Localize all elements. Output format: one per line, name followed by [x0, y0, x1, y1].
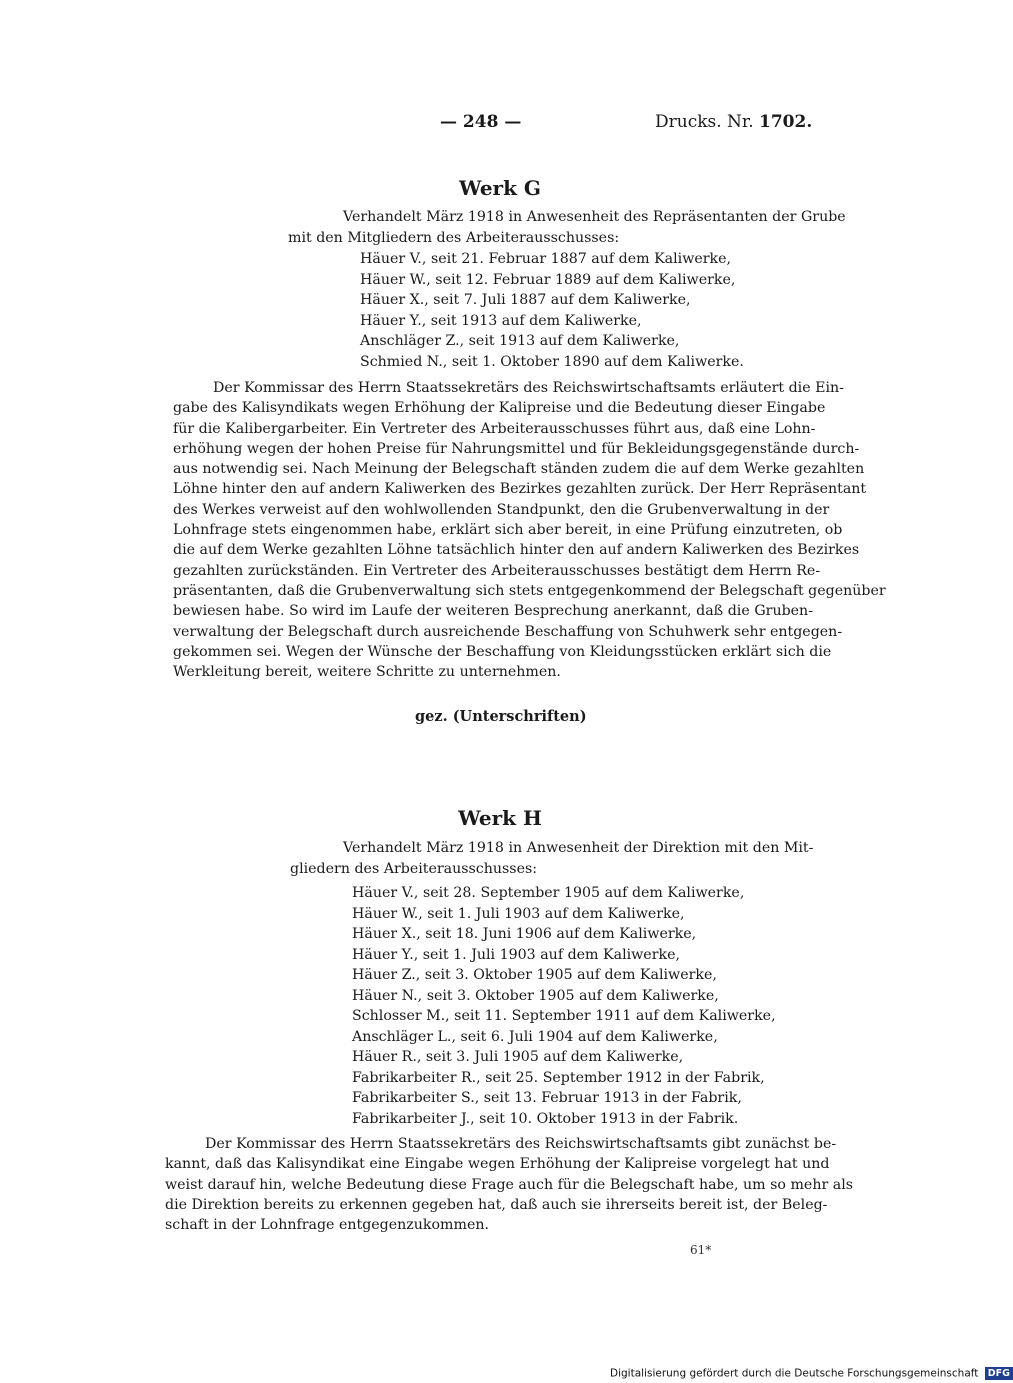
print-reference: [655, 112, 812, 132]
paragraph-line: Lohnfrage stets eingenommen habe, erklärt sich aber bereit, in eine Prüfung einzutreten, ob: [173, 522, 843, 539]
list-item: Häuer W., seit 12. Februar 1889 auf dem Kaliwerke,: [360, 271, 736, 288]
paragraph-line: aus notwendig sei. Nach Meinung der Belegschaft ständen zudem die auf dem Werke gezahlten: [173, 461, 865, 478]
section-title-werk-g: Werk G: [459, 176, 541, 200]
list-item: Schmied N., seit 1. Oktober 1890 auf dem Kaliwerke.: [360, 353, 744, 370]
paragraph-line: gabe des Kalisyndikats wegen Erhöhung der Kalipreise und die Bedeutung dieser Eingabe: [173, 400, 826, 417]
paragraph-line: schaft in der Lohnfrage entgegenzukommen.: [165, 1217, 489, 1234]
print-label: Drucks. Nr.: [655, 112, 754, 132]
paragraph-line: Werkleitung bereit, weitere Schritte zu unternehmen.: [173, 664, 561, 681]
paragraph-line: gezahlten zurückständen. Ein Vertreter des Arbeiterausschusses bestätigt dem Herrn Re-: [173, 562, 821, 579]
werk-h-paragraph: [165, 1134, 854, 1235]
paragraph-line: des Werkes verweist auf den wohlwollenden Standpunkt, den die Grubenverwaltung in der: [173, 501, 830, 518]
paragraph-line: verwaltung der Belegschaft durch ausreichende Beschaffung von Schuhwerk sehr entgegen-: [173, 623, 843, 640]
paragraph-line: für die Kalibergarbeiter. Ein Vertreter des Arbeiterausschusses führt aus, daß eine Lohn-: [173, 420, 816, 437]
werk-g-member-list: [360, 249, 744, 372]
paragraph-line: die auf dem Werke gezahlten Löhne tatsächlich hinter den auf andern Kaliwerken des Bezirkes: [173, 542, 860, 559]
werk-h-intro-line-1: Verhandelt März 1918 in Anwesenheit der Direktion mit den Mit-: [343, 840, 814, 856]
print-number: 1702.: [759, 112, 813, 132]
paragraph-line: erhöhung wegen der hohen Preise für Nahrungsmittel und für Bekleidungsgegenstände durch-: [173, 440, 860, 457]
paragraph-line: bewiesen habe. So wird im Laufe der weiteren Besprechung anerkannt, daß die Gruben-: [173, 603, 813, 620]
werk-g-intro-line-2: mit den Mitgliedern des Arbeiterausschusses:: [288, 230, 620, 246]
list-item: Häuer Y., seit 1. Juli 1903 auf dem Kaliwerke,: [352, 946, 680, 963]
list-item: Fabrikarbeiter R., seit 25. September 1912 in der Fabrik,: [352, 1069, 765, 1086]
list-item: Häuer R., seit 3. Juli 1905 auf dem Kaliwerke,: [352, 1049, 684, 1065]
list-item: Häuer V., seit 28. September 1905 auf dem Kaliwerke,: [352, 885, 745, 901]
paragraph-line: präsentanten, daß die Grubenverwaltung sich stets entgegenkommend der Belegschaft gegenüber: [173, 582, 886, 599]
list-item: Häuer Y., seit 1913 auf dem Kaliwerke,: [360, 312, 642, 329]
list-item: Häuer W., seit 1. Juli 1903 auf dem Kaliwerke,: [352, 905, 685, 922]
werk-h-member-list: [352, 883, 776, 1129]
section-title-werk-h: Werk H: [458, 806, 542, 830]
signature-note: gez. (Unterschriften): [415, 708, 587, 725]
werk-g-paragraph: [173, 378, 886, 682]
werk-g-intro: [288, 207, 846, 249]
list-item: Schlosser M., seit 11. September 1911 auf dem Kaliwerke,: [352, 1008, 776, 1024]
list-item: Häuer X., seit 18. Juni 1906 auf dem Kaliwerke,: [352, 926, 697, 942]
list-item: Anschläger L., seit 6. Juli 1904 auf dem Kaliwerke,: [352, 1028, 718, 1045]
list-item: Häuer V., seit 21. Februar 1887 auf dem Kaliwerke,: [360, 251, 732, 267]
paragraph-line: gekommen sei. Wegen der Wünsche der Beschaffung von Kleidungsstücken erklärt sich die: [173, 643, 832, 660]
paragraph-line: Löhne hinter den auf andern Kaliwerken des Bezirkes gezahlten zurück. Der Herr Repräsentant: [173, 481, 867, 498]
paragraph-line: kannt, daß das Kalisyndikat eine Eingabe wegen Erhöhung der Kalipreise vorgelegt hat und: [165, 1156, 830, 1173]
list-item: Häuer N., seit 3. Oktober 1905 auf dem Kaliwerke,: [352, 987, 719, 1004]
paragraph-line: die Direktion bereits zu erkennen gegeben hat, daß auch sie ihrerseits bereit ist, der Beleg-: [165, 1196, 828, 1213]
list-item: Häuer Z., seit 3. Oktober 1905 auf dem Kaliwerke,: [352, 967, 717, 983]
digitization-footer: [610, 1367, 1013, 1380]
list-item: Fabrikarbeiter J., seit 10. Oktober 1913 in der Fabrik.: [352, 1110, 739, 1127]
werk-h-intro: [290, 838, 814, 880]
werk-g-intro-line-1: Verhandelt März 1918 in Anwesenheit des Repräsentanten der Grube: [343, 209, 846, 225]
paragraph-line: Der Kommissar des Herrn Staatssekretärs des Reichswirtschaftsamts gibt zunächst be-: [205, 1136, 837, 1152]
page-number: — 248 —: [440, 112, 522, 132]
paragraph-line: Der Kommissar des Herrn Staatssekretärs des Reichswirtschaftsamts erläutert die Ein-: [213, 380, 844, 396]
footer-text: Digitalisierung gefördert durch die Deutsche Forschungsgemeinschaft: [610, 1367, 979, 1380]
folio-mark: 61*: [690, 1243, 712, 1257]
list-item: Anschläger Z., seit 1913 auf dem Kaliwerke,: [360, 333, 680, 349]
list-item: Fabrikarbeiter S., seit 13. Februar 1913 in der Fabrik,: [352, 1090, 742, 1106]
werk-h-intro-line-2: gliedern des Arbeiterausschusses:: [290, 861, 538, 877]
dfg-logo: DFG: [985, 1367, 1013, 1380]
paragraph-line: weist darauf hin, welche Bedeutung diese Frage auch für die Belegschaft habe, um so mehr als: [165, 1176, 854, 1193]
list-item: Häuer X., seit 7. Juli 1887 auf dem Kaliwerke,: [360, 292, 691, 308]
